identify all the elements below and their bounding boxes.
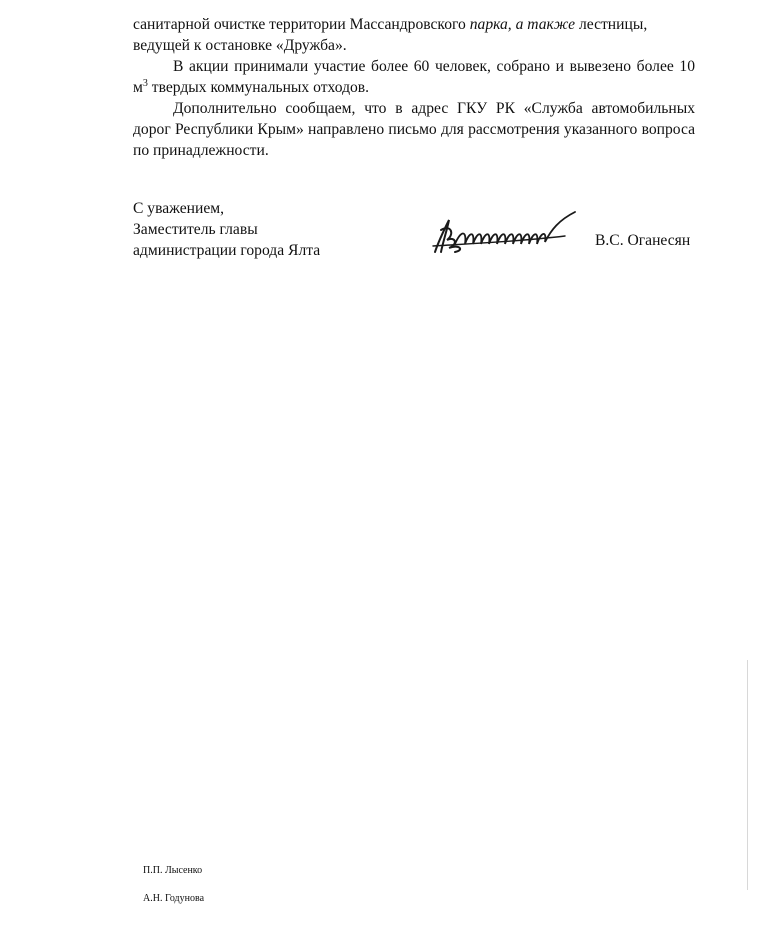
executor-1: П.П. Лысенко (143, 865, 203, 876)
scan-edge-line (747, 660, 748, 890)
position-line-2: администрации города Ялта (133, 242, 321, 259)
executor-2: А.Н. Годунова (143, 893, 205, 904)
greeting: С уважением, (133, 200, 225, 217)
paragraph-1: санитарной очистке территории Массандровского парка, а также лестницы, ведущей к остановке «Дружба». (133, 16, 648, 54)
paragraph-2: В акции принимали участие более 60 человек, собрано и вывезено более 10 $м^3$ твердых коммунальных отходов. (133, 58, 695, 96)
handwritten-signature (425, 200, 585, 260)
closing-block (133, 198, 320, 261)
position-line-1: Заместитель главы (133, 221, 258, 238)
paragraph-3: Дополнительно сообщаем, что в адрес ГКУ РК «Служба автомобильных дорог Республики Крым» направлено письмо для рассмотрения указанного вопроса по принадлежности. (133, 100, 695, 159)
signer-name: В.С. Оганесян (595, 232, 691, 249)
letter-body (133, 14, 695, 161)
